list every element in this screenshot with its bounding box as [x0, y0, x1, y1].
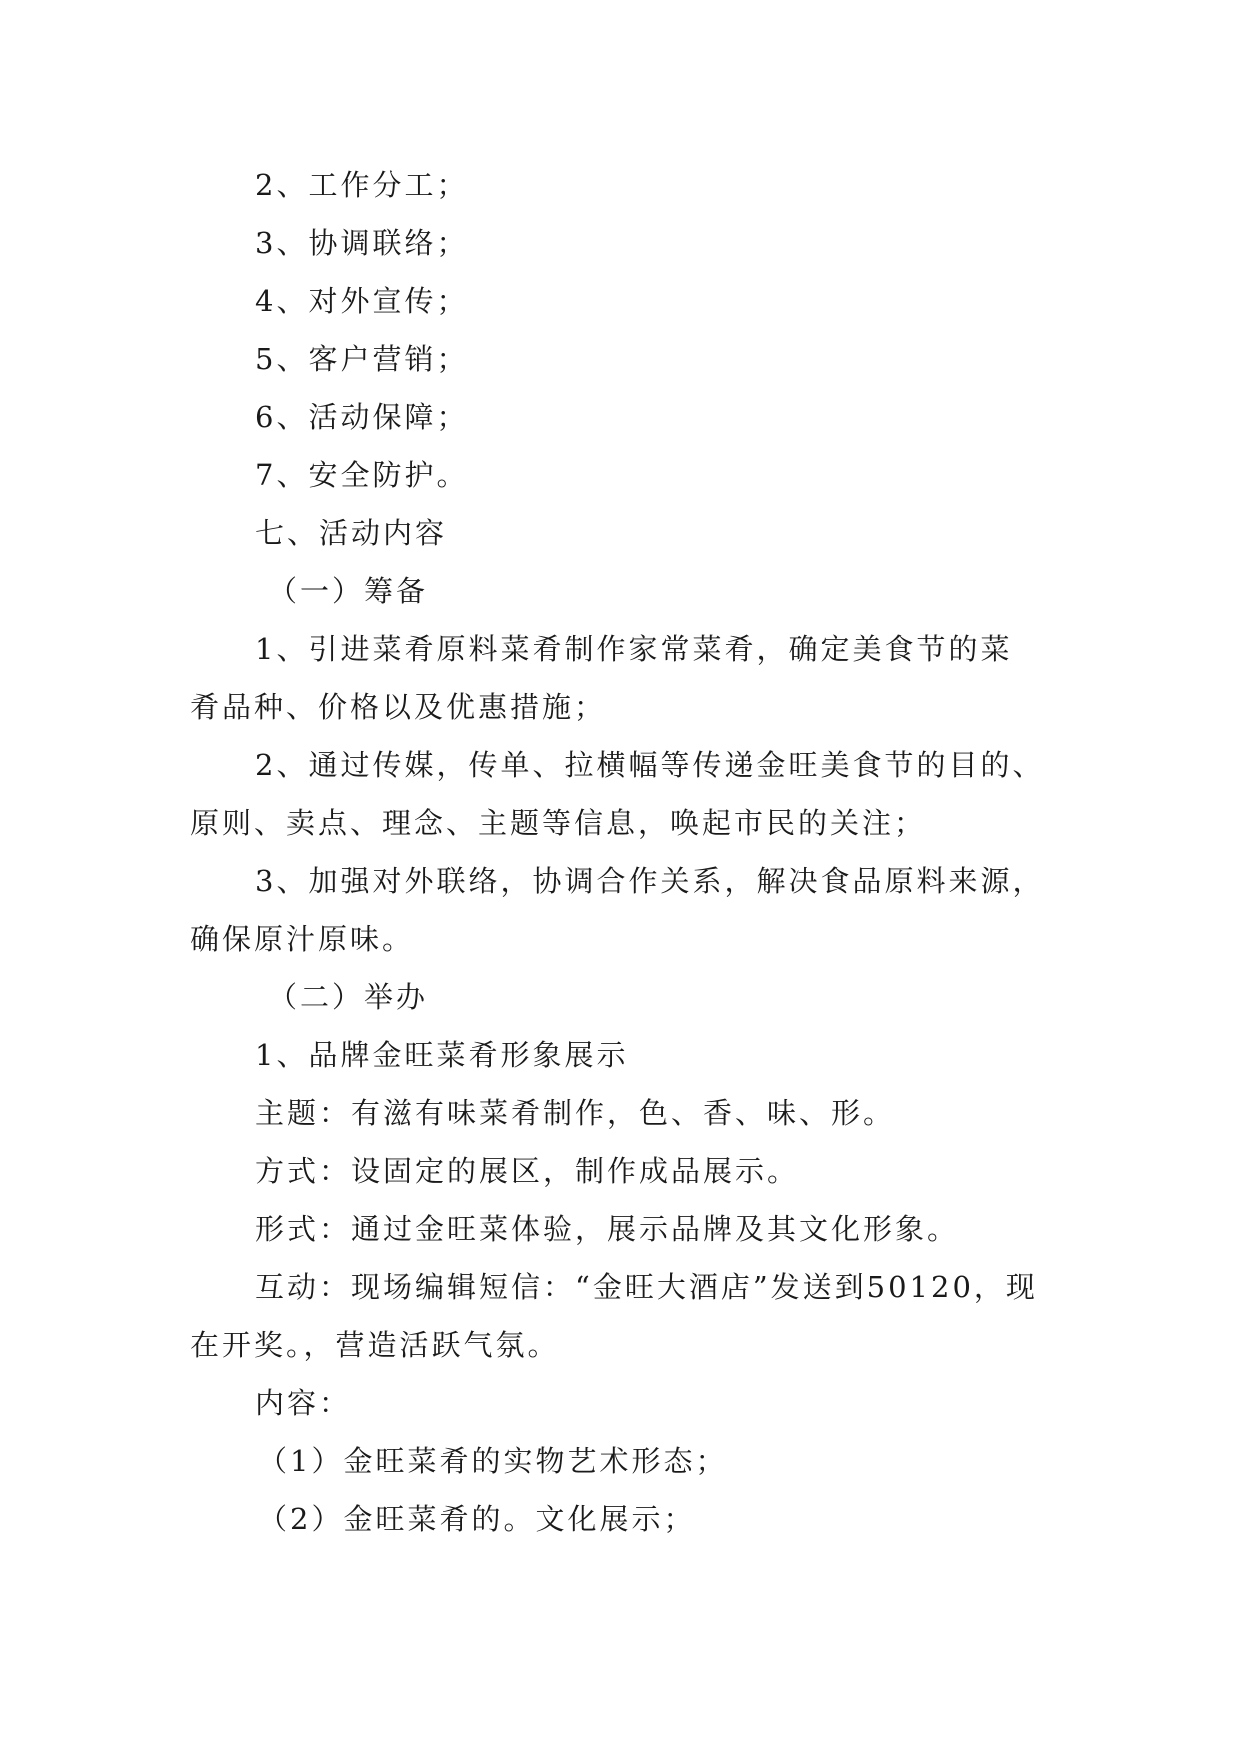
- paragraph-line: 主题：有滋有味菜肴制作，色、香、味、形。: [255, 1096, 896, 1130]
- list-item-coordination: 3、协调联络；: [255, 226, 469, 260]
- list-item-support: 6、活动保障；: [255, 400, 469, 434]
- list-item-content-1: （1）金旺菜肴的实物艺术形态；: [258, 1444, 728, 1478]
- list-item-content-2: （2）金旺菜肴的。文化展示；: [258, 1502, 696, 1536]
- list-item-publicity: 4、对外宣传；: [255, 284, 469, 318]
- list-item-safety: 7、安全防护。: [255, 458, 469, 492]
- paragraph-line: 在开奖。，营造活跃气氛。: [190, 1328, 560, 1362]
- paragraph-line: 确保原汁原味。: [190, 922, 415, 956]
- subsection-heading-preparation: （一）筹备: [268, 574, 429, 608]
- section-heading-activity-content: 七、活动内容: [255, 516, 448, 550]
- paragraph-line: 1、引进菜肴原料菜肴制作家常菜肴，确定美食节的菜: [255, 632, 1013, 666]
- paragraph-line: 互动：现场编辑短信：“金旺大酒店”发送到50120，现: [255, 1270, 1038, 1304]
- paragraph-line: 原则、卖点、理念、主题等信息，唤起市民的关注；: [190, 806, 927, 840]
- paragraph-line: 内容：: [255, 1386, 352, 1420]
- subsection-heading-hosting: （二）举办: [268, 980, 429, 1014]
- list-item-work-division: 2、工作分工；: [255, 168, 469, 202]
- paragraph-line: 方式：设固定的展区，制作成品展示。: [255, 1154, 800, 1188]
- paragraph-line: 肴品种、价格以及优惠措施；: [190, 690, 607, 724]
- paragraph-line: 2、通过传媒，传单、拉横幅等传递金旺美食节的目的、: [255, 748, 1045, 782]
- list-item-marketing: 5、客户营销；: [255, 342, 469, 376]
- paragraph-line: 形式：通过金旺菜体验，展示品牌及其文化形象。: [255, 1212, 960, 1246]
- paragraph-line: 1、品牌金旺菜肴形象展示: [255, 1038, 629, 1072]
- paragraph-line: 3、加强对外联络，协调合作关系，解决食品原料来源，: [255, 864, 1045, 898]
